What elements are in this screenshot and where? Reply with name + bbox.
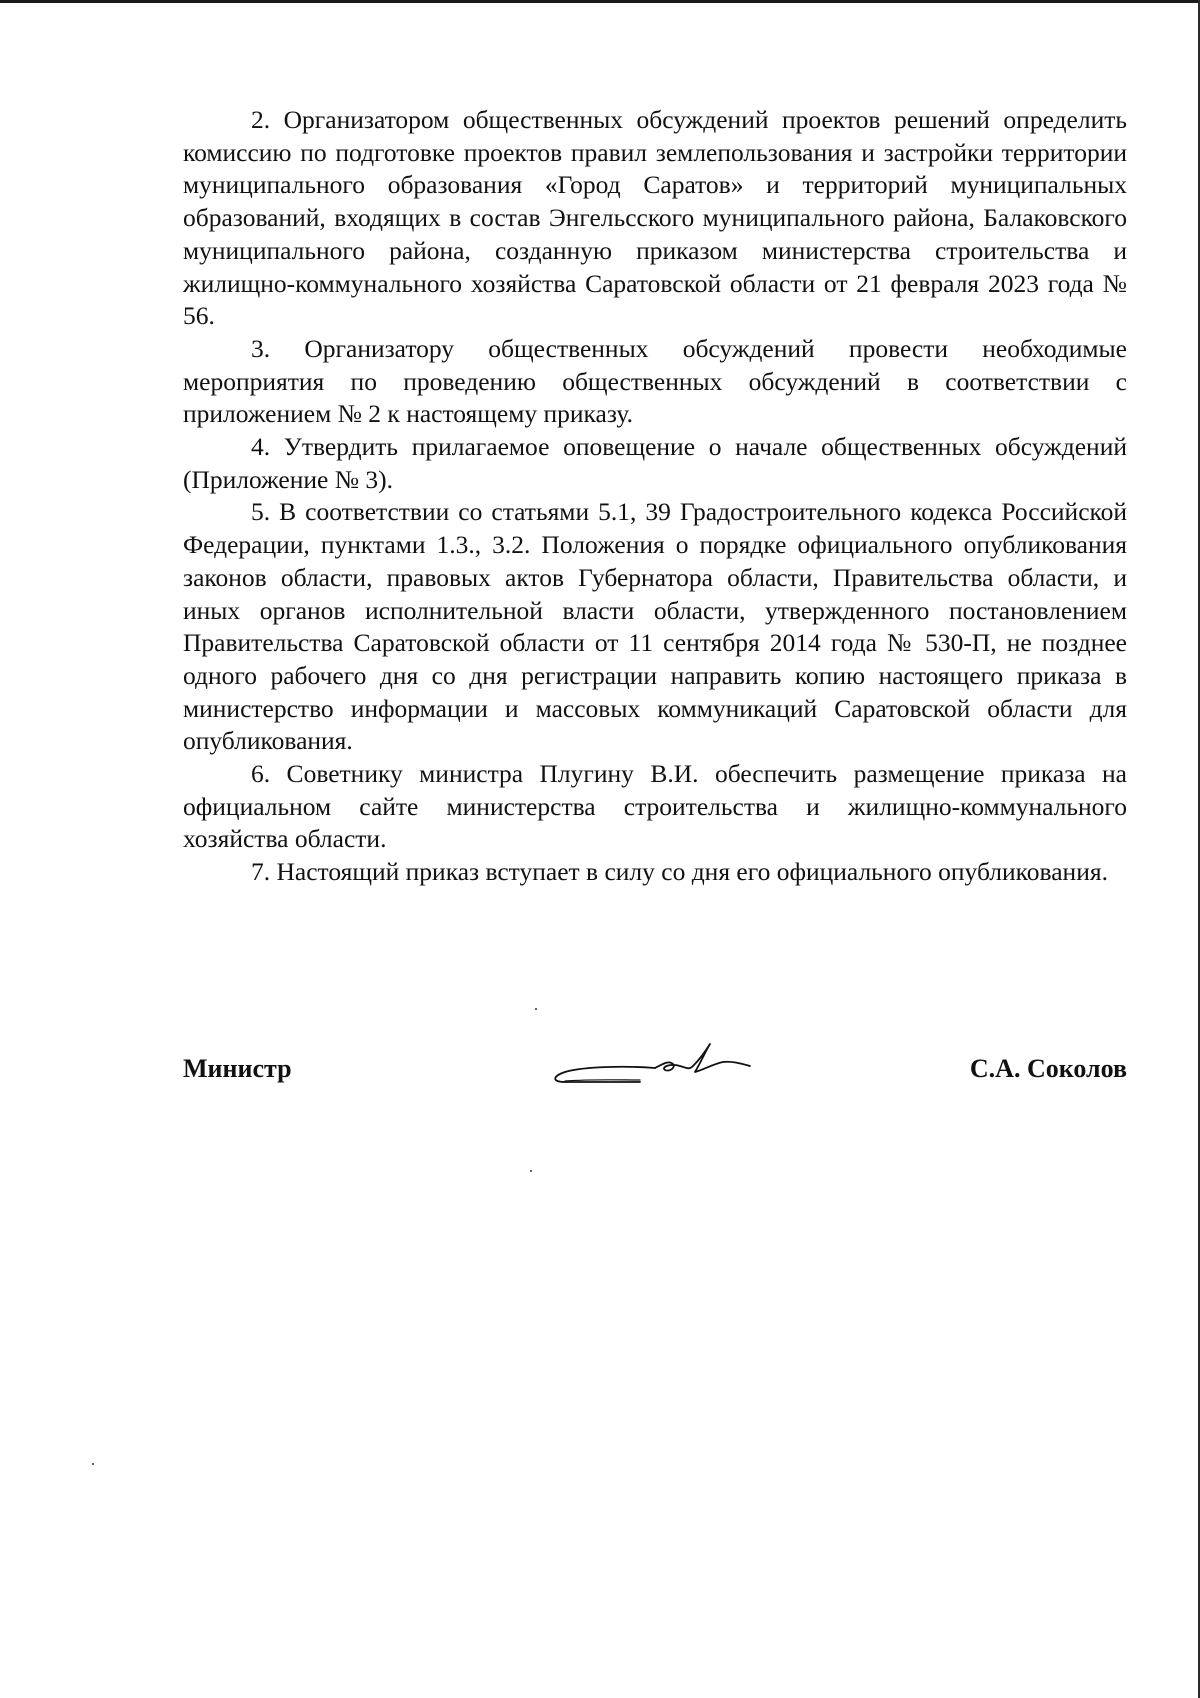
clause-5: 5. В соответствии со статьями 5.1, 39 Градостроительного кодекса Российской Федерации, пунктами 1.3., 3.2. Положения о порядке официального опубликования законов области, правовых актов Губернатора области, Правительства области, и иных органов исполнительной власти области, утвержденного постановлением Правительства Саратовской области от 11 сентября 2014 года № 530-П, не позднее одного рабочего дня со дня регистрации направить копию настоящего приказа в министерство информации и массовых коммуникаций Саратовской области для опубликования. (183, 497, 1127, 756)
clause-6: 6. Советнику министра Плугину В.И. обеспечить размещение приказа на официальном сайте министерства строительства и жилищно-коммунального хозяйства области. (183, 759, 1127, 854)
clause-7: 7. Настоящий приказ вступает в силу со дня его официального опубликования. (251, 857, 1108, 887)
handwritten-signature (545, 1030, 765, 1090)
clause-4: 4. Утвердить прилагаемое оповещение о начале общественных обсуждений (Приложение № 3). (183, 432, 1127, 494)
order-body (183, 104, 1127, 889)
scan-speck (530, 1170, 532, 1172)
signer-name: С.А. Соколов (969, 1054, 1127, 1083)
signer-title: Министр (183, 1054, 292, 1083)
clause-3: 3. Организатору общественных обсуждений провести необходимые мероприятия по проведению общественных обсуждений в соответствии с приложением № 2 к настоящему приказу. (183, 333, 1127, 429)
clause-2: 2. Организатором общественных обсуждений проектов решений определить комиссию по подготовке проектов правил землепользования и застройки территории муниципального образования «Город Саратов» и территорий муниципальных образований, входящих в состав Энгельсского муниципального района, Балаковского муниципального района, созданную приказом министерства строительства и жилищно-коммунального хозяйства Саратовской области от 21 февраля 2023 года № 56. (183, 105, 1127, 331)
scan-speck (535, 1008, 537, 1010)
scan-speck (92, 1463, 94, 1465)
